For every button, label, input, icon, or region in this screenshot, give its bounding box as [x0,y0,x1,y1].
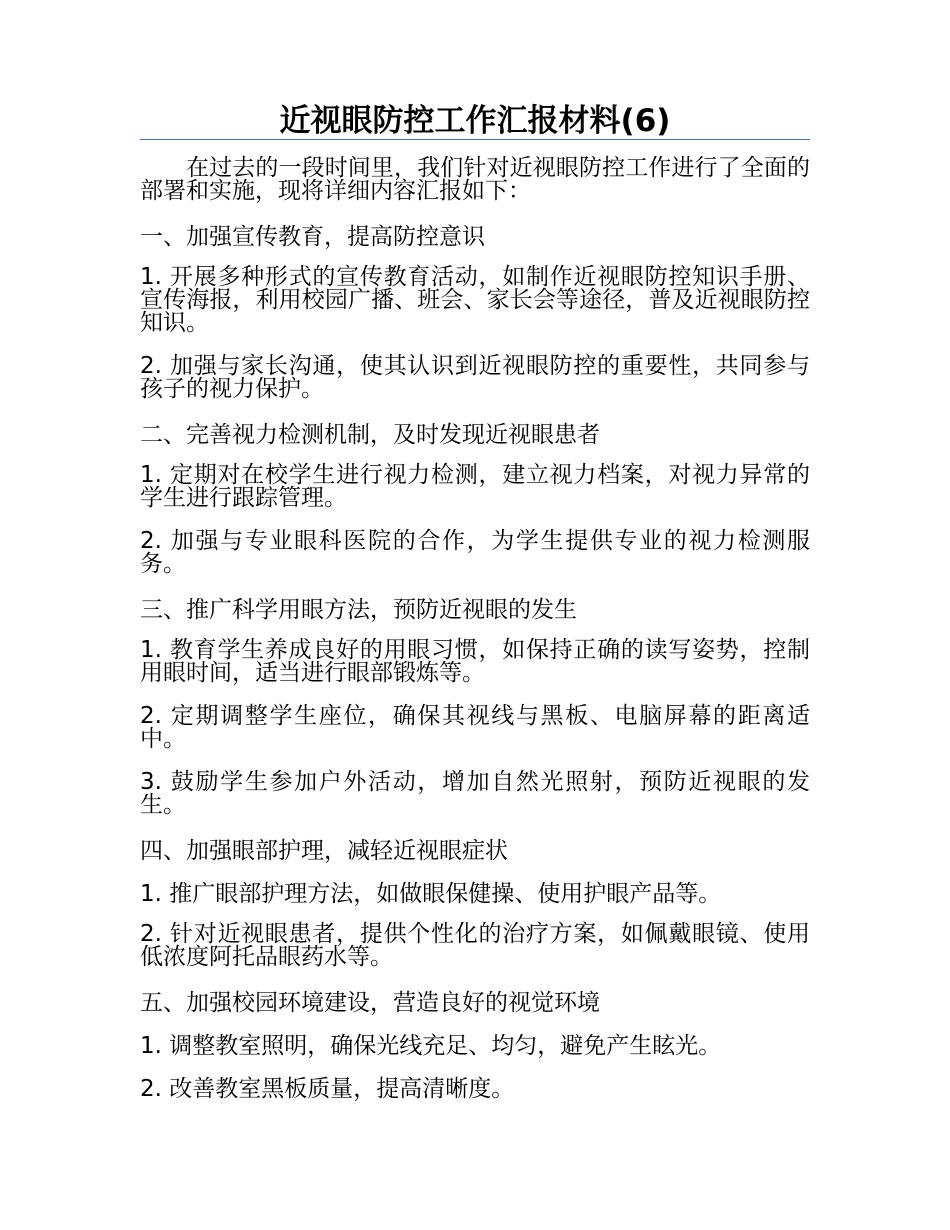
section-5-item-1: 1. 调整教室照明，确保光线充足、均匀，避免产生眩光。 [140,1033,722,1059]
title-underline [140,139,810,140]
section-2-item-1: 1. 定期对在校学生进行视力检测，建立视力档案，对视力异常的学生进行跟踪管理。 [140,462,810,511]
section-2-item-2: 2. 加强与专业眼科医院的合作，为学生提供专业的视力检测服务。 [140,528,810,577]
document-title: 近视眼防控工作汇报材料(6) [279,103,671,139]
section-5-item-2: 2. 改善教室黑板质量，提高清晰度。 [140,1076,515,1102]
section-1-item-1: 1. 开展多种形式的宣传教育活动，如制作近视眼防控知识手册、宣传海报，利用校园广播、班会、家长会等途径，普及近视眼防控知识。 [140,264,810,336]
section-1-item-2: 2. 加强与家长沟通，使其认识到近视眼防控的重要性，共同参与孩子的视力保护。 [140,353,810,402]
section-heading-3: 三、推广科学用眼方法，预防近视眼的发生 [140,597,577,623]
section-4-item-1: 1. 推广眼部护理方法，如做眼保健操、使用护眼产品等。 [140,881,722,907]
section-heading-5: 五、加强校园环境建设，营造良好的视觉环境 [140,990,600,1016]
section-heading-2: 二、完善视力检测机制，及时发现近视眼患者 [140,422,600,448]
section-heading-4: 四、加强眼部护理，减轻近视眼症状 [140,838,508,864]
section-heading-1: 一、加强宣传教育，提高防控意识 [140,224,485,250]
section-3-item-1: 1. 教育学生养成良好的用眼习惯，如保持正确的读写姿势，控制用眼时间，适当进行眼部锻炼等。 [140,637,810,686]
section-3-item-2: 2. 定期调整学生座位，确保其视线与黑板、电脑屏幕的距离适中。 [140,703,810,752]
intro-paragraph: 在过去的一段时间里，我们针对近视眼防控工作进行了全面的部署和实施，现将详细内容汇报如下： [140,155,810,204]
section-4-item-2: 2. 针对近视眼患者，提供个性化的治疗方案，如佩戴眼镜、使用低浓度阿托品眼药水等。 [140,921,810,970]
document-body [140,157,810,1118]
section-3-item-3: 3. 鼓励学生参加户外活动，增加自然光照射，预防近视眼的发生。 [140,769,810,818]
